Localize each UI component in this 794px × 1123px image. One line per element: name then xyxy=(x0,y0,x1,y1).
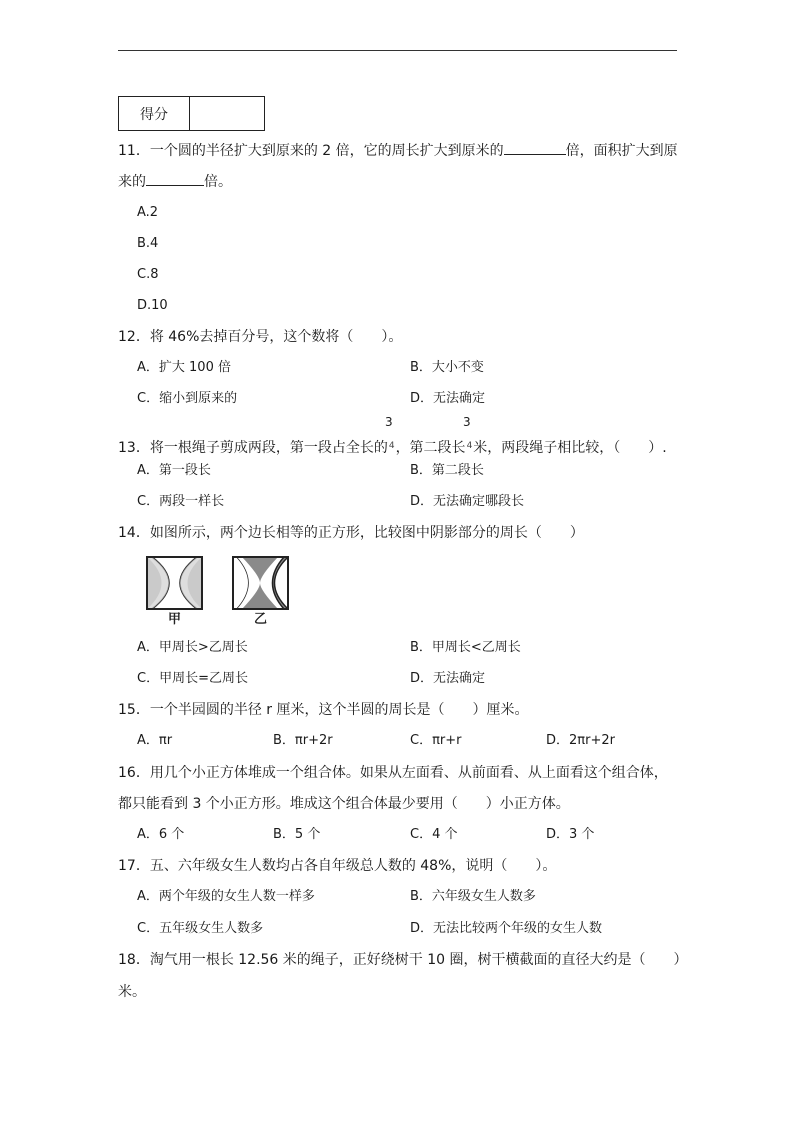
q11-text-c: 来的 xyxy=(118,174,146,190)
score-box xyxy=(118,96,265,131)
q11-blank-1[interactable] xyxy=(504,141,566,155)
q13-fraction-numerator-2: 3 xyxy=(463,415,471,429)
q12-option-c[interactable]: C．缩小到原来的 xyxy=(137,391,238,406)
q12-stem: 12．将 46%去掉百分号，这个数将（ ）。 xyxy=(118,329,403,345)
q13-text-b: ，第二段长 xyxy=(395,440,466,456)
header-rule xyxy=(118,50,677,51)
q16-option-d[interactable]: D．3 个 xyxy=(546,827,595,842)
q11-option-a[interactable]: A.2 xyxy=(137,205,159,220)
q12-option-d[interactable]: D．无法确定 xyxy=(410,391,486,406)
q13-option-d[interactable]: D．无法确定哪段长 xyxy=(410,494,525,509)
q15-option-a[interactable]: A．πr xyxy=(137,733,173,748)
q11-line2 xyxy=(118,172,232,191)
q11-option-b[interactable]: B.4 xyxy=(137,236,159,251)
q14-figure xyxy=(146,556,296,628)
q16-line1: 16．用几个小正方体堆成一个组合体。如果从左面看、从前面看、从上面看这个组合体， xyxy=(118,765,668,781)
figure-yi xyxy=(233,557,288,627)
q17-option-b[interactable]: B．六年级女生人数多 xyxy=(410,889,536,904)
q13-option-b[interactable]: B．第二段长 xyxy=(410,463,484,478)
figure-jia xyxy=(147,557,202,627)
q14-option-c[interactable]: C．甲周长=乙周长 xyxy=(137,671,248,686)
q13-stem xyxy=(118,437,667,457)
q13-fraction-denominator-1: 4 xyxy=(388,441,395,451)
q12-option-a[interactable]: A．扩大 100 倍 xyxy=(137,360,231,375)
q15-option-c[interactable]: C．πr+r xyxy=(410,733,462,748)
q12-option-b[interactable]: B．大小不变 xyxy=(410,360,484,375)
q11-text-d: 倍。 xyxy=(204,174,232,190)
q11-text-a: 11．一个圆的半径扩大到原来的 2 倍，它的周长扩大到原米的 xyxy=(118,143,504,159)
q18-line2: 米。 xyxy=(118,984,146,1000)
q17-option-d[interactable]: D．无法比较两个年级的女生人数 xyxy=(410,921,603,936)
q11-blank-2[interactable] xyxy=(146,172,204,186)
q16-option-c[interactable]: C．4 个 xyxy=(410,827,458,842)
score-field[interactable] xyxy=(190,97,265,131)
q14-option-a[interactable]: A．甲周长>乙周长 xyxy=(137,640,248,655)
q11-line1 xyxy=(118,141,678,160)
q13-fraction-denominator-2: 4 xyxy=(466,441,473,451)
q17-option-a[interactable]: A．两个年级的女生人数一样多 xyxy=(137,889,315,904)
q13-option-a[interactable]: A．第一段长 xyxy=(137,463,211,478)
q17-stem: 17．五、六年级女生人数均占各自年级总人数的 48%，说明（ ）。 xyxy=(118,858,557,874)
q17-option-c[interactable]: C．五年级女生人数多 xyxy=(137,921,264,936)
q13-text-a: 13．将一根绳子剪成两段，第一段占全长的 xyxy=(118,440,388,456)
q11-text-b: 倍，面积扩大到原 xyxy=(565,143,678,159)
figure-label-yi: 乙 xyxy=(254,612,268,627)
score-label: 得分 xyxy=(119,97,190,131)
q16-option-a[interactable]: A．6 个 xyxy=(137,827,185,842)
q15-option-d[interactable]: D．2πr+2r xyxy=(546,733,615,748)
q13-option-c[interactable]: C．两段一样长 xyxy=(137,494,225,509)
q16-option-b[interactable]: B．5 个 xyxy=(273,827,321,842)
figure-label-jia: 甲 xyxy=(168,612,182,627)
q13-text-c: 米，两段绳子相比较，（ ）. xyxy=(473,440,667,456)
q14-option-d[interactable]: D．无法确定 xyxy=(410,671,486,686)
q11-option-d[interactable]: D.10 xyxy=(137,298,168,313)
q15-option-b[interactable]: B．πr+2r xyxy=(273,733,333,748)
q14-option-b[interactable]: B．甲周长<乙周长 xyxy=(410,640,521,655)
q13-fraction-numerator-1: 3 xyxy=(385,415,393,429)
q18-line1: 18．淘气用一根长 12.56 米的绳子，正好绕树干 10 圈，树干横截面的直径大约是（ ） xyxy=(118,952,688,968)
q11-option-c[interactable]: C.8 xyxy=(137,267,159,282)
q16-line2: 都只能看到 3 个小正方形。堆成这个组合体最少要用（ ）小正方体。 xyxy=(118,796,570,812)
q15-stem: 15．一个半园圆的半径 r 厘米，这个半圆的周长是（ ）厘米。 xyxy=(118,702,529,718)
q14-stem: 14．如图所示，两个边长相等的正方形，比较图中阴影部分的周长（ ） xyxy=(118,525,584,541)
